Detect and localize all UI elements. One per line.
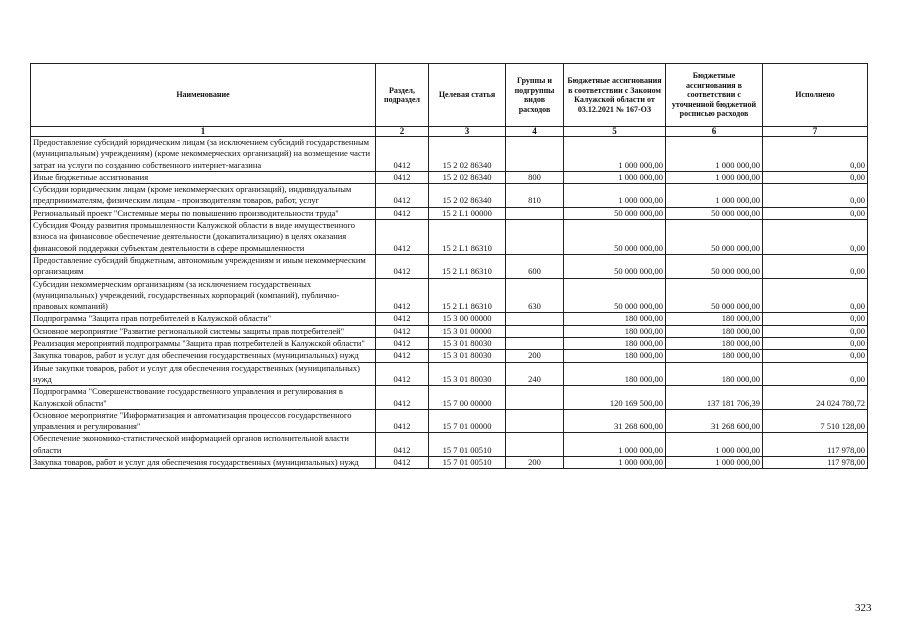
table-row (31, 207, 868, 219)
table-row (31, 278, 868, 313)
row-name-cell: Основное мероприятие "Информатизация и автоматизация процессов государственного управления и регулирования" (31, 409, 376, 433)
row-refined-amount-cell: 180 000,00 (666, 362, 763, 386)
row-law-amount-cell: 180 000,00 (564, 325, 666, 337)
row-name-cell: Подпрограмма "Защита прав потребителей в Калужской области" (31, 313, 376, 325)
row-refined-amount-cell: 137 181 706,39 (666, 386, 763, 410)
row-target-cell: 15 2 L1 00000 (429, 207, 506, 219)
header-name: Наименование (31, 64, 376, 127)
row-law-amount-cell: 1 000 000,00 (564, 171, 666, 183)
row-refined-amount-cell: 180 000,00 (666, 338, 763, 350)
row-executed-amount-cell: 0,00 (763, 313, 868, 325)
row-group-cell (506, 137, 564, 172)
row-executed-amount-cell: 24 024 780,72 (763, 386, 868, 410)
row-section-cell: 0412 (376, 171, 429, 183)
row-target-cell: 15 3 00 00000 (429, 313, 506, 325)
table-row (31, 386, 868, 410)
row-name-cell: Обеспечение экономико-статистической информацией органов исполнительной власти области (31, 433, 376, 457)
column-number-row (31, 127, 868, 137)
row-refined-amount-cell: 1 000 000,00 (666, 457, 763, 469)
row-law-amount-cell: 1 000 000,00 (564, 184, 666, 208)
row-group-cell: 240 (506, 362, 564, 386)
row-refined-amount-cell: 50 000 000,00 (666, 220, 763, 255)
table-row (31, 171, 868, 183)
row-law-amount-cell: 180 000,00 (564, 362, 666, 386)
table-header-row (31, 64, 868, 127)
header-group: Группы и подгруппы видов расходов (506, 64, 564, 127)
table-row (31, 254, 868, 278)
row-section-cell: 0412 (376, 137, 429, 172)
row-section-cell: 0412 (376, 207, 429, 219)
row-executed-amount-cell: 0,00 (763, 254, 868, 278)
row-law-amount-cell: 1 000 000,00 (564, 137, 666, 172)
row-name-cell: Иные бюджетные ассигнования (31, 171, 376, 183)
header-section: Раздел, подраздел (376, 64, 429, 127)
row-name-cell: Реализация мероприятий подпрограммы "Защита прав потребителей в Калужской области" (31, 338, 376, 350)
row-law-amount-cell: 120 169 500,00 (564, 386, 666, 410)
row-section-cell: 0412 (376, 220, 429, 255)
row-target-cell: 15 7 01 00000 (429, 409, 506, 433)
table-row (31, 137, 868, 172)
column-number: 3 (429, 127, 506, 137)
row-executed-amount-cell: 0,00 (763, 220, 868, 255)
row-law-amount-cell: 1 000 000,00 (564, 433, 666, 457)
table-row (31, 325, 868, 337)
header-executed: Исполнено (763, 64, 868, 127)
row-refined-amount-cell: 180 000,00 (666, 313, 763, 325)
table-row (31, 362, 868, 386)
row-section-cell: 0412 (376, 254, 429, 278)
row-name-cell: Субсидия Фонду развития промышленности Калужской области в виде имущественного взноса на финансовое обеспечение деятельности (докапитализацию) в целях оказания финансовой поддержки субъектам деятельности в сфере промышленности (31, 220, 376, 255)
row-law-amount-cell: 31 268 600,00 (564, 409, 666, 433)
table-row (31, 313, 868, 325)
row-executed-amount-cell: 117 978,00 (763, 433, 868, 457)
row-group-cell (506, 207, 564, 219)
row-target-cell: 15 3 01 80030 (429, 362, 506, 386)
column-number: 1 (31, 127, 376, 137)
row-group-cell (506, 433, 564, 457)
row-section-cell: 0412 (376, 433, 429, 457)
column-number: 5 (564, 127, 666, 137)
table-body (31, 137, 868, 469)
row-section-cell: 0412 (376, 409, 429, 433)
row-name-cell: Региональный проект "Системные меры по повышению производительности труда" (31, 207, 376, 219)
table-row (31, 409, 868, 433)
row-group-cell: 630 (506, 278, 564, 313)
row-section-cell: 0412 (376, 325, 429, 337)
row-target-cell: 15 2 02 86340 (429, 184, 506, 208)
header-law: Бюджетные ассигнования в соответствии с Законом Калужской области от 03.12.2021 № 167-ОЗ (564, 64, 666, 127)
column-number: 2 (376, 127, 429, 137)
row-target-cell: 15 7 00 00000 (429, 386, 506, 410)
row-group-cell: 200 (506, 457, 564, 469)
table-row (31, 220, 868, 255)
row-law-amount-cell: 180 000,00 (564, 313, 666, 325)
row-group-cell (506, 338, 564, 350)
table-row (31, 433, 868, 457)
header-target: Целевая статья (429, 64, 506, 127)
table-row (31, 338, 868, 350)
row-law-amount-cell: 50 000 000,00 (564, 254, 666, 278)
column-number: 6 (666, 127, 763, 137)
row-refined-amount-cell: 1 000 000,00 (666, 433, 763, 457)
column-number: 4 (506, 127, 564, 137)
row-executed-amount-cell: 0,00 (763, 137, 868, 172)
row-section-cell: 0412 (376, 184, 429, 208)
row-group-cell: 800 (506, 171, 564, 183)
row-section-cell: 0412 (376, 386, 429, 410)
row-refined-amount-cell: 50 000 000,00 (666, 254, 763, 278)
row-executed-amount-cell: 0,00 (763, 325, 868, 337)
row-name-cell: Субсидии юридическим лицам (кроме некоммерческих организаций), индивидуальным предпринимателям, физическим лицам - производителям товаров, работ, услуг (31, 184, 376, 208)
row-name-cell: Иные закупки товаров, работ и услуг для обеспечения государственных (муниципальных) нужд (31, 362, 376, 386)
budget-table (30, 63, 868, 469)
row-executed-amount-cell: 0,00 (763, 350, 868, 362)
row-law-amount-cell: 50 000 000,00 (564, 220, 666, 255)
row-section-cell: 0412 (376, 313, 429, 325)
row-law-amount-cell: 180 000,00 (564, 350, 666, 362)
row-section-cell: 0412 (376, 278, 429, 313)
row-section-cell: 0412 (376, 457, 429, 469)
row-law-amount-cell: 1 000 000,00 (564, 457, 666, 469)
row-name-cell: Основное мероприятие "Развитие региональной системы защиты прав потребителей" (31, 325, 376, 337)
row-group-cell (506, 409, 564, 433)
row-law-amount-cell: 50 000 000,00 (564, 278, 666, 313)
row-executed-amount-cell: 7 510 128,00 (763, 409, 868, 433)
row-name-cell: Субсидии некоммерческим организациям (за исключением государственных (муниципальных) учреждений, государственных корпораций (компаний), публично-правовых компаний) (31, 278, 376, 313)
row-refined-amount-cell: 1 000 000,00 (666, 171, 763, 183)
column-number: 7 (763, 127, 868, 137)
row-group-cell (506, 386, 564, 410)
row-executed-amount-cell: 117 978,00 (763, 457, 868, 469)
row-target-cell: 15 7 01 00510 (429, 457, 506, 469)
row-group-cell: 600 (506, 254, 564, 278)
row-refined-amount-cell: 1 000 000,00 (666, 184, 763, 208)
page-number: 323 (855, 602, 872, 614)
row-section-cell: 0412 (376, 338, 429, 350)
row-section-cell: 0412 (376, 362, 429, 386)
row-law-amount-cell: 180 000,00 (564, 338, 666, 350)
row-refined-amount-cell: 180 000,00 (666, 350, 763, 362)
row-group-cell: 810 (506, 184, 564, 208)
row-target-cell: 15 2 L1 86310 (429, 278, 506, 313)
row-executed-amount-cell: 0,00 (763, 338, 868, 350)
table-row (31, 184, 868, 208)
row-law-amount-cell: 50 000 000,00 (564, 207, 666, 219)
row-executed-amount-cell: 0,00 (763, 362, 868, 386)
row-target-cell: 15 7 01 00510 (429, 433, 506, 457)
row-refined-amount-cell: 50 000 000,00 (666, 278, 763, 313)
row-group-cell (506, 325, 564, 337)
row-name-cell: Предоставление субсидий юридическим лицам (за исключением субсидий государственным (муниципальным) учреждениям) (кроме некоммерческих организаций) на возмещение части затрат на услуги по созданию собственного интернет-магазина (31, 137, 376, 172)
row-refined-amount-cell: 1 000 000,00 (666, 137, 763, 172)
row-target-cell: 15 2 02 86340 (429, 171, 506, 183)
row-refined-amount-cell: 31 268 600,00 (666, 409, 763, 433)
table-row (31, 350, 868, 362)
row-group-cell: 200 (506, 350, 564, 362)
table-row (31, 457, 868, 469)
row-group-cell (506, 220, 564, 255)
row-executed-amount-cell: 0,00 (763, 184, 868, 208)
row-executed-amount-cell: 0,00 (763, 207, 868, 219)
row-executed-amount-cell: 0,00 (763, 278, 868, 313)
row-target-cell: 15 3 01 80030 (429, 338, 506, 350)
row-refined-amount-cell: 50 000 000,00 (666, 207, 763, 219)
row-name-cell: Подпрограмма "Совершенствование государственного управления и регулирования в Калужской области" (31, 386, 376, 410)
row-section-cell: 0412 (376, 350, 429, 362)
row-name-cell: Закупка товаров, работ и услуг для обеспечения государственных (муниципальных) нужд (31, 350, 376, 362)
row-target-cell: 15 2 L1 86310 (429, 220, 506, 255)
row-target-cell: 15 2 02 86340 (429, 137, 506, 172)
row-executed-amount-cell: 0,00 (763, 171, 868, 183)
row-name-cell: Закупка товаров, работ и услуг для обеспечения государственных (муниципальных) нужд (31, 457, 376, 469)
row-group-cell (506, 313, 564, 325)
row-target-cell: 15 2 L1 86310 (429, 254, 506, 278)
row-target-cell: 15 3 01 80030 (429, 350, 506, 362)
row-name-cell: Предоставление субсидий бюджетным, автономным учреждениям и иным некоммерческим организациям (31, 254, 376, 278)
row-refined-amount-cell: 180 000,00 (666, 325, 763, 337)
row-target-cell: 15 3 01 00000 (429, 325, 506, 337)
header-refined: Бюджетные ассигнования в соответствии с уточненной бюджетной росписью расходов (666, 64, 763, 127)
